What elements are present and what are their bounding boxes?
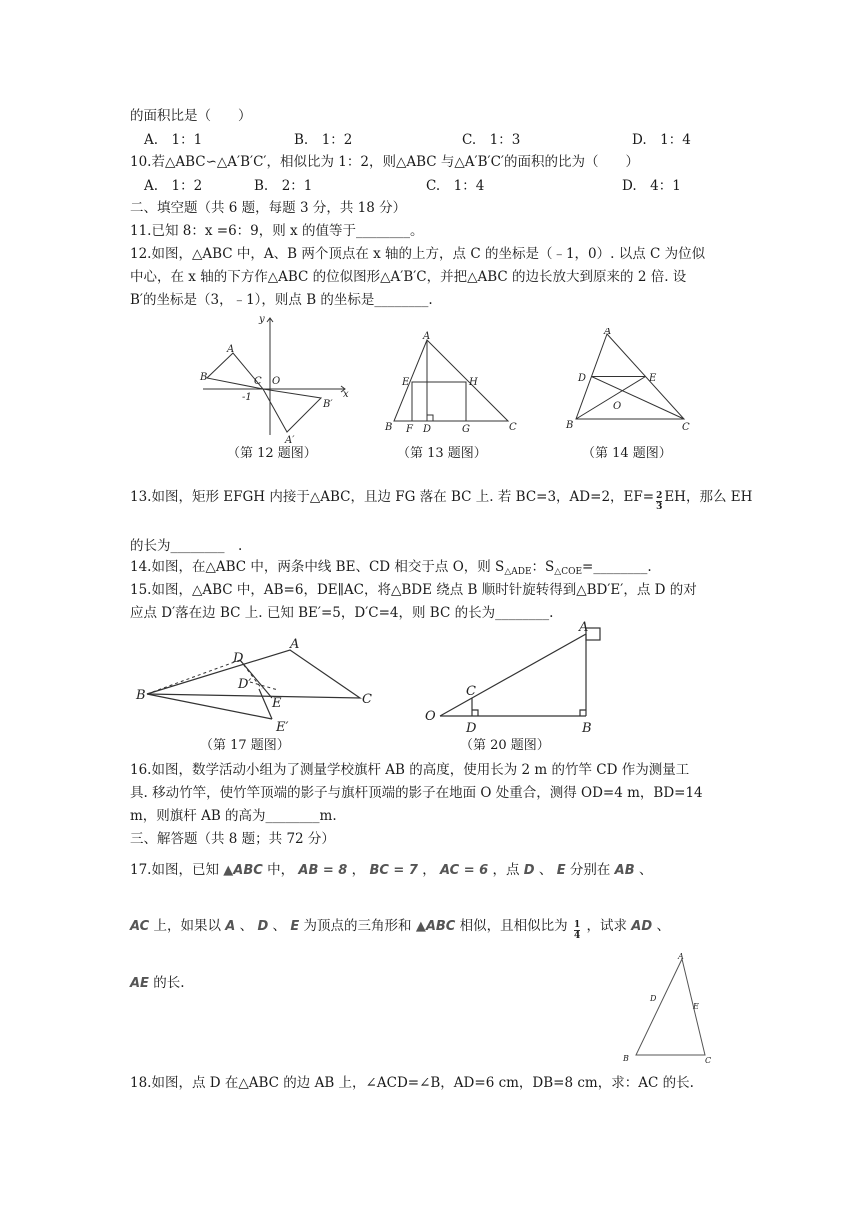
fig20-label-d: D xyxy=(466,721,477,736)
q13-line1-a: 13.如图，矩形 EFGH 内接于△ABC，且边 FG 落在 BC 上. 若 BC=3，AD=2，EF= xyxy=(130,489,655,505)
q17-ac: AC xyxy=(130,919,150,934)
q9-option-a: A. 1：1 xyxy=(144,132,203,148)
fig13-label-f: F xyxy=(406,424,413,435)
fig14-label-d: D xyxy=(578,373,587,384)
q12-line2: 中心，在 x 轴的下方作△ABC 的位似图形△A′B′C，并把△ABC 的边长放大到原来的 2 倍. 设 xyxy=(130,269,687,285)
q17-ab: AB xyxy=(614,863,635,878)
fig13-label-a: A xyxy=(423,331,431,342)
q17-line2-d: ，试求 xyxy=(586,918,627,934)
q17-prefix: 17.如图，已知 xyxy=(130,862,219,878)
q17-triangle-abc: ▲ABC xyxy=(223,863,263,878)
fig12-label-minus1: -1 xyxy=(242,392,252,403)
figure-13-diagram xyxy=(382,330,522,436)
q17-line2-a: 上，如果以 xyxy=(153,918,221,934)
q17-line2-c: 相似，且相似比为 xyxy=(459,918,568,934)
q13-line1 xyxy=(130,487,752,512)
fig20-label-b: B xyxy=(582,721,592,736)
fig14-label-a: A xyxy=(604,328,612,337)
fig20-label-c: C xyxy=(466,684,476,699)
q10-option-b: B. 2：1 xyxy=(254,178,313,194)
q14-text-a: 14.如图，在△ABC 中，两条中线 BE、CD 相交于点 O，则 S xyxy=(130,559,505,575)
q17-sep3: 、 xyxy=(239,918,254,934)
fig20-label-o: O xyxy=(425,709,436,724)
fig14-label-e: E xyxy=(649,373,657,384)
q10-option-c: C. 1：4 xyxy=(426,178,485,194)
fig12-label-c: C xyxy=(254,376,262,387)
q17-e2: E xyxy=(290,919,300,934)
fig12-label-y: y xyxy=(259,314,265,325)
q17-triangle-abc-2: ▲ABC xyxy=(415,919,456,934)
q10-text: 10.若△ABC∽△A′B′C′，相似比为 1：2，则△ABC 与△A′B′C′的面积的比为（ ） xyxy=(130,154,639,170)
q16-line1: 16.如图，数学活动小组为了测量学校旗杆 AB 的高度，使用长为 2 m 的竹竿 CD 作为测量工 xyxy=(130,762,690,778)
fig12-label-b: B xyxy=(200,372,208,383)
q17-d: D xyxy=(523,863,535,878)
fig17-label-a: A xyxy=(290,637,300,652)
fig13-label-h: H xyxy=(469,377,478,388)
fig17-label-d-prime: D′ xyxy=(238,677,252,692)
q17-fraction-num: 1 xyxy=(573,920,581,930)
q14-text-b: ：S xyxy=(531,559,555,575)
fig17-label-c: C xyxy=(362,692,372,707)
q17-on: 分别在 xyxy=(569,862,611,878)
fig17-label-b: B xyxy=(136,688,146,703)
q15-line2: 应点 D′落在边 BC 上. 已知 BE′=5，D′C=4，则 BC 的长为________. xyxy=(130,605,554,621)
q13-line1-b: EH，那么 EH xyxy=(664,489,753,505)
fig12-label-a: A xyxy=(227,344,235,355)
fig12-label-o: O xyxy=(272,376,281,387)
q9-tail: 的面积比是（ ） xyxy=(130,108,252,124)
fig14-label-c: C xyxy=(682,422,690,433)
fig13-caption: （第 13 题图） xyxy=(397,446,487,461)
q17-ac-eq: AC = 6 xyxy=(440,863,489,878)
q12-line1: 12.如图，△ABC 中，A、B 两个顶点在 x 轴的上方，点 C 的坐标是（﹣1，0）. 以点 C 为位似 xyxy=(130,246,706,262)
q17-sep1: 、 xyxy=(538,862,553,878)
q17-fraction xyxy=(574,920,580,941)
q9-option-c: C. 1：3 xyxy=(462,132,521,148)
q14-text-c: =________. xyxy=(582,559,652,575)
section-2-heading: 二、填空题（共 6 题，每题 3 分，共 18 分） xyxy=(130,200,407,216)
fig14-label-o: O xyxy=(613,401,622,412)
q17-line1: 17.如图，已知 ▲ABC 中， AB = 8 ， BC = 7 ， AC = 6 ，点 D 、 E 分别在 AB 、 xyxy=(130,862,653,878)
q17-d2: D xyxy=(257,919,269,934)
fig13-label-d: D xyxy=(423,424,432,435)
q10-options xyxy=(144,176,734,196)
q17-fraction-den: 4 xyxy=(573,931,581,941)
q17-sep4: 、 xyxy=(272,918,287,934)
q17-sep2: 、 xyxy=(638,862,653,878)
figure-17-diagram xyxy=(132,632,377,740)
q17-sep5: 、 xyxy=(656,918,670,934)
q13-line2: 的长为________ . xyxy=(130,538,243,554)
q17-fig-label-b: B xyxy=(623,1054,629,1063)
q17-ab-eq: AB = 8 xyxy=(298,863,348,878)
fig17-label-e-prime: E′ xyxy=(276,720,289,735)
fig13-label-g: G xyxy=(462,424,470,435)
q9-options xyxy=(144,130,734,150)
fig17-label-e: E xyxy=(272,696,282,711)
fig13-label-e: E xyxy=(402,377,410,388)
fig12-caption: （第 12 题图） xyxy=(227,446,317,461)
q17-fig-label-d: D xyxy=(650,994,657,1003)
q17-line3 xyxy=(130,973,185,994)
fig14-caption: （第 14 题图） xyxy=(582,446,672,461)
q17-fig-label-a: A xyxy=(678,952,684,961)
q12-line3: B′的坐标是（3，﹣1），则点 B 的坐标是________. xyxy=(130,292,433,308)
q17-line2 xyxy=(130,916,670,941)
q9-option-d: D. 1：4 xyxy=(632,132,691,148)
q10-option-d: D. 4：1 xyxy=(622,178,681,194)
fig13-label-b: B xyxy=(385,422,393,433)
q16-line2: 具. 移动竹竿，使竹竿顶端的影子与旗杆顶端的影子在地面 O 处重合，测得 OD=4 m，BD=14 xyxy=(130,785,703,801)
q13-fraction-den: 3 xyxy=(656,502,663,512)
figure-12-diagram xyxy=(195,310,360,445)
fig20-label-a: A xyxy=(579,620,589,635)
q13-fraction xyxy=(656,491,662,512)
q9-option-b: B. 1：2 xyxy=(294,132,353,148)
fig20-caption: （第 20 题图） xyxy=(460,738,550,753)
q13-fraction-num: 2 xyxy=(656,491,663,501)
q17-fig-label-c: C xyxy=(705,1056,712,1065)
q18-text: 18.如图，点 D 在△ABC 的边 AB 上，∠ACD=∠B，AD=6 cm，DB=8 cm，求：AC 的长. xyxy=(130,1075,694,1091)
fig12-label-x: x xyxy=(343,389,349,400)
fig12-label-a-prime: A′ xyxy=(285,435,295,445)
q17-a: A xyxy=(225,919,236,934)
fig17-caption: （第 17 题图） xyxy=(200,738,290,753)
q16-line3: m，则旗杆 AB 的高为________m. xyxy=(130,808,337,824)
fig14-label-b: B xyxy=(566,420,574,431)
q11-text: 11.已知 8：x =6：9，则 x 的值等于________。 xyxy=(130,223,424,239)
figure-14-diagram xyxy=(562,328,697,436)
fig17-label-d: D xyxy=(233,651,244,666)
fig12-label-b-prime: B′ xyxy=(323,399,333,410)
q17-line3-text: 的长. xyxy=(153,975,185,991)
q14-sub-ade: △ADE xyxy=(504,567,532,577)
q17-fig-label-e: E xyxy=(693,1002,699,1011)
fig13-label-c: C xyxy=(509,422,517,433)
q14-text xyxy=(130,557,652,582)
q15-line1: 15.如图，△ABC 中，AB=6，DE∥AC，将△BDE 绕点 B 顺时针旋转得到△BD′E′，点 D 的对 xyxy=(130,582,697,598)
figure-q17-triangle xyxy=(615,948,720,1068)
section-3-heading: 三、解答题（共 8 题；共 72 分） xyxy=(130,831,335,847)
q17-in: 中， xyxy=(267,862,295,878)
q17-line2-b: 为顶点的三角形和 xyxy=(303,918,412,934)
q17-e: E xyxy=(556,863,566,878)
figure-20-diagram xyxy=(420,620,610,740)
q17-ae: AE xyxy=(130,976,149,991)
q10-option-a: A. 1：2 xyxy=(144,178,203,194)
q17-bc-eq: BC = 7 xyxy=(369,863,418,878)
q17-ad: AD xyxy=(631,919,653,934)
q14-sub-coe: △COE xyxy=(554,567,583,577)
q17-point: ，点 xyxy=(492,862,520,878)
